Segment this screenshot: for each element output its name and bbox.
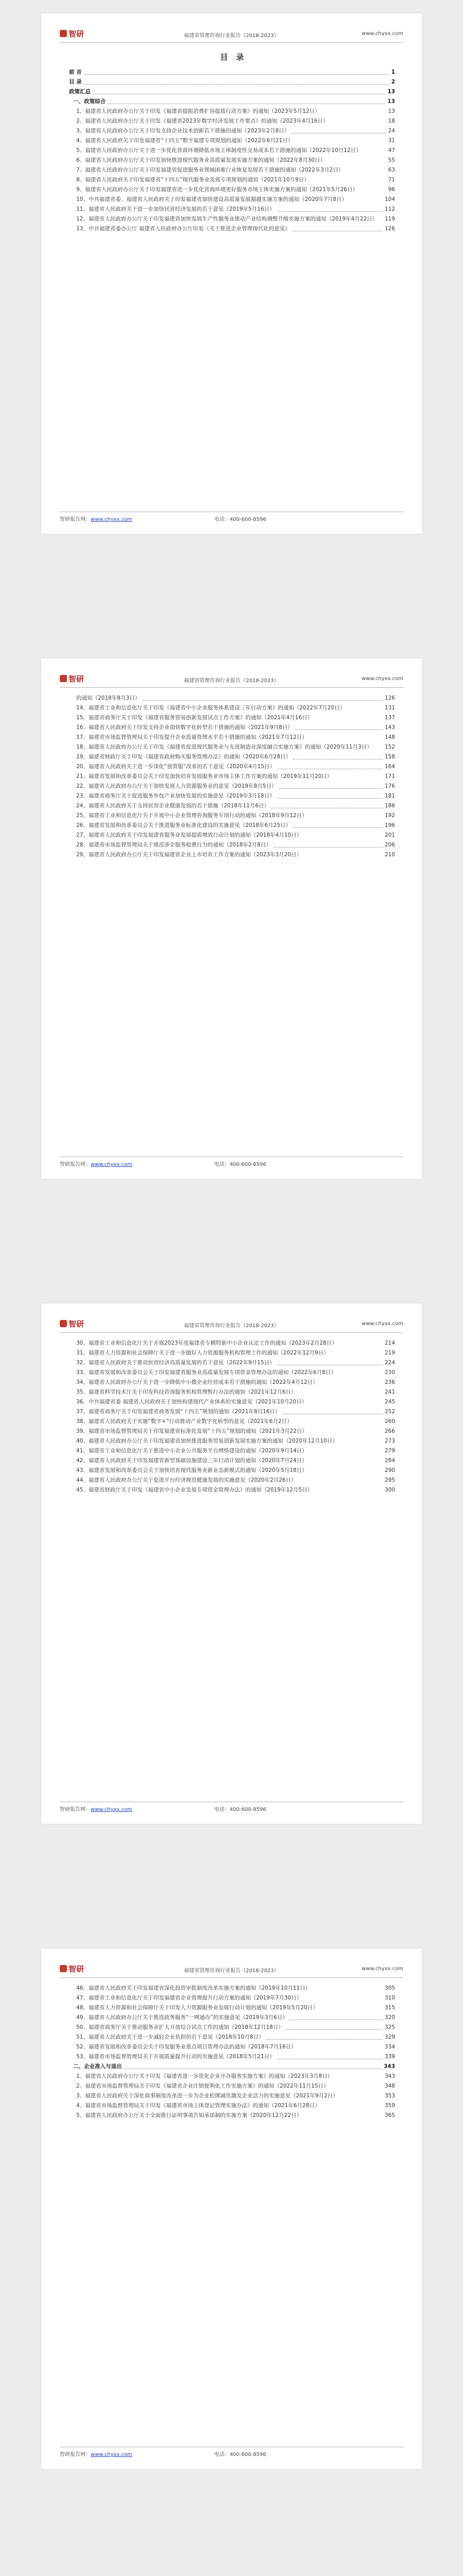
dot-leader	[277, 211, 383, 212]
toc-entry-title: 一、政策综合	[73, 97, 107, 107]
dot-leader	[286, 2029, 383, 2030]
toc-entry-page: 119	[384, 214, 395, 224]
toc-entry-page: 359	[384, 2101, 395, 2111]
toc-entry[interactable]	[69, 116, 395, 126]
toc-entry-page: 219	[384, 1348, 395, 1358]
toc-entry-page: 181	[384, 791, 395, 801]
toc-entry[interactable]	[69, 2042, 395, 2052]
toc-entry[interactable]	[69, 77, 395, 87]
page-header	[60, 1962, 403, 1978]
toc-entry-page: 320	[384, 2013, 395, 2023]
toc-entry-title: 19、福建省财政厅关于印发《福建省政府购买服务管理办法》的通知（2020年6月28日）	[76, 752, 292, 762]
toc-entry-page: 171	[384, 772, 395, 782]
toc-entry-title: 20、福建省人民政府关于进一步深化“放管服”改革的若干意见（2020年4月15日）	[76, 762, 276, 772]
toc-entry-title: 10、中共福建省委、福建省人民政府关于印发福建省加快建设高质量发展超越实施方案的通知（2020年7月8日）	[76, 196, 347, 202]
toc-entry-page: 310	[384, 1993, 395, 2003]
footer-label: 智研报告网：	[60, 2452, 91, 2458]
toc-entry-page: 334	[384, 2042, 395, 2052]
toc-entry-title: 21、福建省发展和改革委员会关于印发加快培育发展服务业市场主体工作方案的通知（2019年11月20日）	[76, 773, 333, 779]
toc-entry[interactable]	[69, 195, 395, 205]
toc-entry-title: 44、福建省人民政府办公厅关于促进平台经济规范健康发展的实施意见（2020年2月26日）	[76, 1477, 297, 1483]
toc-entry[interactable]	[69, 762, 395, 772]
toc-entry-page: 365	[384, 2111, 395, 2121]
page-footer	[60, 1802, 403, 1812]
toc-entry-page: 186	[384, 801, 395, 811]
toc-entry[interactable]	[69, 2072, 395, 2081]
toc-entry-page: 96	[387, 185, 395, 195]
toc-entry-page: 47	[387, 146, 395, 156]
dot-leader	[142, 700, 383, 701]
toc-entry-title: 12、福建省人民政府办公厅关于印发福建省加快发展生产性服务业推动产业结构调整升级实施方案的通知（2019年4月22日）	[76, 216, 378, 222]
toc-entry-page: 126	[384, 224, 395, 234]
toc-entry-page: 13	[386, 87, 395, 97]
toc-entry-title: 37、福建省商务厅关于印发福建省商务发展“十四五”规划的通知（2021年8月16日）	[76, 1407, 282, 1417]
toc-entry-title: 45、福建省财政厅关于印发《福建省中小企业发展专项资金管理办法》的通知（2019年12月5日）	[76, 1487, 313, 1493]
toc-entry[interactable]	[69, 97, 395, 107]
toc-entry-title: 47、福建省工业和信息化厅关于印发福建省企业管理提升行动方案的通知（2019年7月30日）	[76, 1995, 302, 2001]
toc-entry[interactable]	[69, 742, 395, 752]
toc-entry-title: 26、福建省发展和改革委员会关于推进服务业标准化建设的实施意见（2018年6月25日）	[76, 821, 292, 831]
toc-entry[interactable]	[69, 713, 395, 723]
toc-entry-title: 1、福建省人民政府办公厅关于印发《福建省提振消费扩容提质行动方案》的通知（2023年5月12日）	[76, 108, 320, 114]
toc-entry-page: 241	[384, 1387, 395, 1397]
toc-entry-page: 55	[387, 156, 395, 165]
toc-entry-page: 1	[390, 67, 395, 77]
toc-body	[69, 48, 395, 234]
toc-entry-title: 42、福建省人民政府关于印发福建省新型基础设施建设三年行动计划的通知（2020年7月24日）	[76, 1458, 307, 1464]
toc-entry[interactable]	[69, 2052, 395, 2062]
toc-entry-page: 143	[384, 723, 395, 733]
toc-entry[interactable]	[69, 1485, 395, 1495]
toc-entry-title: 前 言	[69, 67, 83, 77]
header-site: www.chyxx.com	[362, 1966, 403, 1972]
toc-entry-title: 6、福建省人民政府办公厅关于印发加快推进现代服务业高质量发展实施方案的通知（2022年8月30日）	[76, 157, 325, 163]
toc-entry-page: 210	[384, 850, 395, 860]
toc-entry-title: 31、福建省人力资源和社会保障厅关于进一步做好人力资源服务机构管理工作的通知（2022年12月9日）	[76, 1350, 329, 1356]
toc-entry[interactable]	[69, 1446, 395, 1456]
toc-entry-title: 3、福建省人民政府关于深化商事制度改革进一步为企业松绑减负激发企业活力的实施意见（2021年9月2日）	[76, 2093, 338, 2099]
toc-entry[interactable]	[69, 2023, 395, 2032]
footer-site	[60, 1160, 132, 1167]
toc-entry-title: 3、福建省人民政府办公厅关于印发支持企业技术创新若干措施的通知（2023年2月8日）	[76, 126, 290, 136]
toc-entry[interactable]	[69, 2032, 395, 2042]
page-footer	[60, 2447, 403, 2458]
toc-entry[interactable]	[69, 850, 395, 860]
toc-entry-title: 14、福建省工业和信息化厅关于印发《福建省中小企业服务体系建设三年行动方案》的通知（2022年7月20日）	[76, 705, 346, 711]
toc-entry[interactable]	[69, 733, 395, 742]
footer-link[interactable]: www.chyxx.com	[91, 2452, 132, 2458]
toc-entry-title: 2、福建省人民政府办公厅关于印发《福建省2023年数字经济发展工作要点》的通知（2023年4月16日）	[76, 118, 329, 124]
footer-site	[60, 515, 132, 522]
toc-entry[interactable]	[69, 146, 395, 156]
toc-entry-title: 5、福建省人民政府办公厅关于全面推行证明事项告知承诺制的实施方案（2020年12月22日）	[76, 2112, 302, 2119]
page-header	[60, 672, 403, 688]
toc-entry-page: 31	[387, 136, 395, 146]
toc-entry-title: 4、福建省市场监督管理局关于印发《福建省市场主体登记管理实施办法》的通知（2021年6月28日）	[76, 2103, 320, 2109]
toc-entry-page: 266	[384, 1427, 395, 1436]
toc-entry-page: 104	[384, 195, 395, 205]
footer-site	[60, 1805, 132, 1812]
header-site: www.chyxx.com	[362, 676, 403, 682]
footer-label: 智研报告网：	[60, 517, 91, 522]
toc-entry[interactable]	[69, 87, 395, 97]
document-page	[41, 13, 422, 534]
logo-text: 智研	[68, 29, 84, 39]
toc-entry-page: 305	[384, 1984, 395, 1993]
toc-entry[interactable]	[69, 224, 395, 234]
toc-entry[interactable]	[69, 1397, 395, 1407]
toc-entry-page: 206	[384, 840, 395, 850]
toc-entry-title: 46、福建省人民政府关于印发福建省深化投资审批制度改革实施方案的通知（2019年10月11日）	[76, 1985, 311, 1991]
toc-entry-page: 279	[384, 1446, 395, 1456]
toc-entry-page: 343	[383, 2062, 395, 2072]
footer-label: 智研报告网：	[60, 1807, 91, 1812]
document-title: 福建省管理咨询行业报告（2018-2023）	[184, 33, 279, 39]
toc-entry-title: 2、福建省市场监督管理局关于印发《福建省企业注销便利化工作实施方案》的通知（2022年11月15日）	[76, 2083, 329, 2089]
toc-entry-title: 28、福建省市场监督管理局关于规范涉企服务收费行为的通知（2018年2月8日）	[76, 840, 272, 850]
toc-entry-title: 51、福建省人民政府关于进一步减轻企业负担的若干意见（2018年10月8日）	[76, 2032, 265, 2042]
toc-entry-title: 38、福建省人民政府关于实施“数字+”行动推动产业数字化转型的意见（2021年6月2日）	[76, 1418, 293, 1425]
document-title: 福建省管理咨询行业报告（2018-2023）	[184, 1968, 279, 1974]
toc-entry-page: 224	[384, 1358, 395, 1368]
toc-entry-title: 5、福建省人民政府办公厅关于进一步优化营商环境降低市场主体制度性交易成本若干措施的通知（2022年10月12日）	[76, 147, 362, 154]
toc-entry-title: 30、福建省工业和信息化厅关于开展2023年度福建省专精特新中小企业认定工作的通知（2023年2月28日）	[76, 1340, 337, 1346]
toc-entry[interactable]	[69, 214, 395, 224]
toc-entry-page: 176	[384, 782, 395, 791]
toc-entry-page: 284	[384, 1456, 395, 1466]
toc-entry[interactable]	[69, 1358, 395, 1368]
toc-entry-title: 11、福建省人民政府关于进一步加快民营经济发展的若干意见（2019年5月16日）	[76, 205, 276, 214]
footer-phone: 电话：400-600-8596	[214, 1162, 266, 1167]
toc-entry-page: 300	[384, 1485, 395, 1495]
toc-entry[interactable]	[69, 782, 395, 791]
toc-entry[interactable]	[69, 1378, 395, 1387]
dot-leader	[84, 74, 389, 75]
toc-entry-page: 13	[387, 107, 395, 116]
toc-entry-page: 252	[384, 1407, 395, 1417]
toc-entry-page: 295	[384, 1476, 395, 1485]
toc-entry[interactable]	[69, 67, 395, 77]
toc-entry[interactable]	[69, 2101, 395, 2111]
toc-entry-page: 329	[384, 2032, 395, 2042]
toc-entry-page: 131	[384, 703, 395, 713]
toc-entry-title: 35、福建省科学技术厅关于印发科技咨询服务机构管理暂行办法的通知（2021年12月6日）	[76, 1389, 297, 1395]
toc-entry[interactable]	[69, 2003, 395, 2013]
document-page	[41, 1948, 422, 2469]
toc-body	[69, 1984, 395, 2121]
page-header	[60, 27, 403, 43]
toc-entry[interactable]	[69, 2013, 395, 2023]
toc-entry-title: 41、福建省工业和信息化厅关于推进中小企业公共服务平台网络建设的通知（2020年9月14日）	[76, 1448, 307, 1454]
toc-entry[interactable]	[69, 1456, 395, 1466]
page-footer	[60, 1157, 403, 1167]
toc-entry[interactable]	[69, 1338, 395, 1348]
toc-entry[interactable]	[69, 1368, 395, 1378]
toc-entry-page: 290	[384, 1466, 395, 1476]
toc-entry-page: 158	[384, 752, 395, 762]
toc-entry-page: 18	[387, 116, 395, 126]
toc-entry[interactable]	[69, 126, 395, 136]
footer-label: 智研报告网：	[60, 1162, 91, 1167]
toc-entry-title: 40、福建省人民政府办公厅关于印发福建省加快推进服务贸易创新发展实施方案的通知（2020年12月10日）	[76, 1438, 338, 1444]
footer-phone: 电话：400-600-8596	[214, 2452, 266, 2458]
toc-entry-title: 1、福建省人民政府办公厅关于印发《福建省进一步优化企业开办服务实施方案》的通知（2023年3月8日）	[76, 2073, 333, 2079]
dot-leader	[279, 788, 383, 789]
toc-entry-page: 152	[384, 742, 395, 752]
toc-entry[interactable]	[69, 175, 395, 185]
toc-entry-title: 49、福建省人民政府办公厅关于推进政务服务“一网通办”的实施意见（2019年3月6日）	[76, 2013, 289, 2023]
toc-entry-title: 的通知（2018年8月3日）	[76, 693, 141, 703]
document-page	[41, 1303, 422, 1824]
toc-entry-page: 339	[384, 2052, 395, 2062]
toc-entry[interactable]	[69, 693, 395, 703]
toc-entry[interactable]	[69, 1476, 395, 1485]
toc-entry[interactable]	[69, 723, 395, 733]
toc-entry-title: 目 录	[69, 77, 83, 87]
toc-entry-title: 43、福建省发展和改革委员会关于加快培育现代服务业新业态新模式的通知（2020年5月18日）	[76, 1467, 307, 1473]
toc-entry-title: 53、福建省市场监督管理局关于开展质量提升行动的实施意见（2018年5月21日）	[76, 2052, 276, 2062]
toc-entry-page: 137	[384, 713, 395, 723]
toc-entry-title: 24、福建省人民政府关于支持民营企业健康发展的若干措施（2018年11月6日）	[76, 801, 270, 811]
toc-body	[69, 1338, 395, 1495]
toc-entry[interactable]	[69, 107, 395, 116]
footer-phone: 电话：400-600-8596	[214, 1807, 266, 1812]
toc-entry-page: 348	[384, 2081, 395, 2091]
toc-entry-title: 52、福建省发展和改革委员会关于印发服务业重点项目管理办法的通知（2018年7月16日）	[76, 2044, 297, 2050]
toc-entry-page: 196	[384, 821, 395, 831]
toc-entry-page: 260	[384, 1417, 395, 1427]
toc-entry-title: 50、福建省商务厅关于推动服务业扩大开放综合试点工作的通知（2018年12月18日）	[76, 2023, 285, 2032]
toc-entry-page: 13	[386, 97, 395, 107]
toc-entry-page: 343	[384, 2072, 395, 2081]
footer-link[interactable]: www.chyxx.com	[91, 517, 132, 522]
dot-leader	[266, 2039, 383, 2040]
toc-entry[interactable]	[69, 1387, 395, 1397]
toc-entry-page: 325	[384, 2023, 395, 2032]
toc-entry-title: 8、福建省人民政府关于印发福建省“十四五”现代服务业发展专项规划的通知（2021年10月9日）	[76, 177, 310, 183]
logo-text: 智研	[68, 1319, 84, 1329]
toc-entry[interactable]	[69, 2062, 395, 2072]
toc-entry[interactable]	[69, 840, 395, 850]
toc-entry-title: 27、福建省人民政府关于印发福建省服务业发展提质增效行动计划的通知（2018年4月10日）	[76, 832, 302, 838]
toc-entry-title: 29、福建省人民政府办公厅关于印发福建省企业上市培育工作方案的通知（2023年3月20日）	[76, 852, 302, 858]
toc-entry-title: 政策汇总	[69, 87, 92, 97]
toc-entry-title: 18、福建省人民政府办公厅关于印发《福建省促进现代服务业与先进制造业深度融合实施方案》的通知（2020年11月3日）	[76, 744, 372, 750]
footer-phone: 电话：400-600-8596	[214, 517, 266, 522]
toc-entry-title: 36、中共福建省委 福建省人民政府关于加快构建现代产业体系的实施意见（2021年10月20日）	[76, 1399, 307, 1405]
toc-entry[interactable]	[69, 1993, 395, 2003]
toc-entry-page: 126	[384, 693, 395, 703]
toc-entry-page: 192	[384, 811, 395, 821]
header-site: www.chyxx.com	[362, 1321, 403, 1327]
toc-entry-title: 48、福建省人力资源和社会保障厅关于印发人力资源服务业发展行动计划的通知（2019年5月20日）	[76, 2005, 318, 2011]
toc-entry-page: 71	[387, 175, 395, 185]
toc-entry-page: 230	[384, 1368, 395, 1378]
toc-entry-title: 16、福建省人民政府关于印发支持企业加快数字化转型若干措施的通知（2021年9月8日）	[76, 723, 294, 733]
toc-entry[interactable]	[69, 1417, 395, 1427]
toc-entry-title: 23、福建省商务厅关于促进服务外包产业加快发展的实施意见（2019年3月18日）	[76, 791, 276, 801]
toc-entry-title: 4、福建省人民政府关于印发福建省“十四五”数字福建专项规划的通知（2022年6月21日）	[76, 138, 294, 144]
toc-entry-title: 13、中共福建省委办公厅 福建省人民政府办公厅印发《关于推进企业管理现代化的意见》	[76, 224, 291, 234]
toc-entry[interactable]	[69, 703, 395, 713]
toc-entry-page: 112	[384, 205, 395, 214]
dot-leader	[273, 847, 383, 848]
toc-entry-page: 201	[384, 831, 395, 840]
toc-entry[interactable]	[69, 185, 395, 195]
toc-entry[interactable]	[69, 136, 395, 146]
toc-entry[interactable]	[69, 752, 395, 762]
logo-text: 智研	[68, 1964, 84, 1974]
toc-entry[interactable]	[69, 1427, 395, 1436]
toc-entry[interactable]	[69, 821, 395, 831]
toc-entry-title: 二、企业准入与退出	[73, 2062, 123, 2072]
toc-entry-page: 245	[384, 1397, 395, 1407]
dot-leader	[277, 798, 383, 799]
toc-entry-page: 315	[384, 2003, 395, 2013]
toc-entry-page: 24	[387, 126, 395, 136]
page-footer	[60, 512, 403, 522]
toc-entry-page: 214	[384, 1338, 395, 1348]
toc-entry[interactable]	[69, 1436, 395, 1446]
toc-entry-title: 39、福建省市场监督管理局关于印发福建省标准化发展“十四五”规划的通知（2021年3月22日）	[76, 1428, 308, 1434]
toc-entry-title: 7、福建省人民政府办公厅关于印发福建省促进服务业领域困难行业恢复发展若干措施的通知（2022年3月2日）	[76, 167, 344, 173]
document-title: 福建省管理咨询行业报告（2018-2023）	[184, 678, 279, 684]
toc-entry-page: 164	[384, 762, 395, 772]
toc-heading: 目录	[220, 53, 252, 62]
toc-entry[interactable]	[69, 2081, 395, 2091]
toc-entry[interactable]	[69, 156, 395, 165]
toc-entry[interactable]	[69, 801, 395, 811]
toc-entry[interactable]	[69, 1466, 395, 1476]
toc-entry[interactable]	[69, 2111, 395, 2121]
toc-entry[interactable]	[69, 791, 395, 801]
toc-entry-page: 273	[384, 1436, 395, 1446]
toc-body	[69, 693, 395, 860]
page-header	[60, 1317, 403, 1333]
toc-entry-page: 353	[384, 2091, 395, 2101]
toc-entry-title: 15、福建省商务厅关于印发《福建省服务贸易创新发展试点工作方案》的通知（2021年4月16日）	[76, 715, 313, 721]
toc-entry[interactable]	[69, 205, 395, 214]
footer-site	[60, 2450, 132, 2458]
toc-entry-title: 17、福建省市场监督管理局关于印发提升企业质量管理水平若干措施的通知（2021年7月12日）	[76, 734, 307, 740]
toc-entry-title: 9、福建省人民政府办公厅关于印发福建省进一步优化营商环境更好服务市场主体实施方案的通知（2021年5月26日）	[76, 187, 358, 193]
dot-leader	[293, 827, 383, 828]
toc-entry[interactable]	[69, 811, 395, 821]
footer-link[interactable]: www.chyxx.com	[91, 1162, 132, 1167]
toc-entry-page: 148	[384, 733, 395, 742]
toc-entry-page: 236	[384, 1378, 395, 1387]
toc-entry-title: 33、福建省发展和改革委员会关于印发福建省服务业高质量发展专项资金管理办法的通知（2022年6月8日）	[76, 1369, 336, 1376]
toc-entry[interactable]	[69, 772, 395, 782]
toc-entry[interactable]	[69, 831, 395, 840]
toc-entry[interactable]	[69, 165, 395, 175]
header-site: www.chyxx.com	[362, 31, 403, 37]
document-page	[41, 658, 422, 1179]
toc-entry[interactable]	[69, 1984, 395, 1993]
logo-text: 智研	[68, 674, 84, 684]
toc-entry-page: 2	[390, 77, 395, 87]
toc-entry-title: 22、福建省人民政府办公厅关于加快发展人力资源服务业的意见（2019年8月5日）	[76, 782, 278, 791]
toc-entry-title: 34、福建省人民政府办公厅关于进一步降低中小微企业经营成本若干措施的通知（2022年4月12日）	[76, 1379, 318, 1385]
toc-entry-title: 32、福建省人民政府关于推动民营经济高质量发展的若干意见（2022年9月15日）	[76, 1358, 276, 1368]
toc-entry-title: 25、福建省工业和信息化厅关于开展中小企业管理咨询服务专项行动的通知（2018年9月12日）	[76, 812, 307, 819]
toc-entry[interactable]	[69, 2091, 395, 2101]
toc-entry[interactable]	[69, 1407, 395, 1417]
document-title: 福建省管理咨询行业报告（2018-2023）	[184, 1323, 279, 1329]
footer-link[interactable]: www.chyxx.com	[91, 1807, 132, 1812]
toc-entry[interactable]	[69, 1348, 395, 1358]
toc-entry-page: 63	[387, 165, 395, 175]
